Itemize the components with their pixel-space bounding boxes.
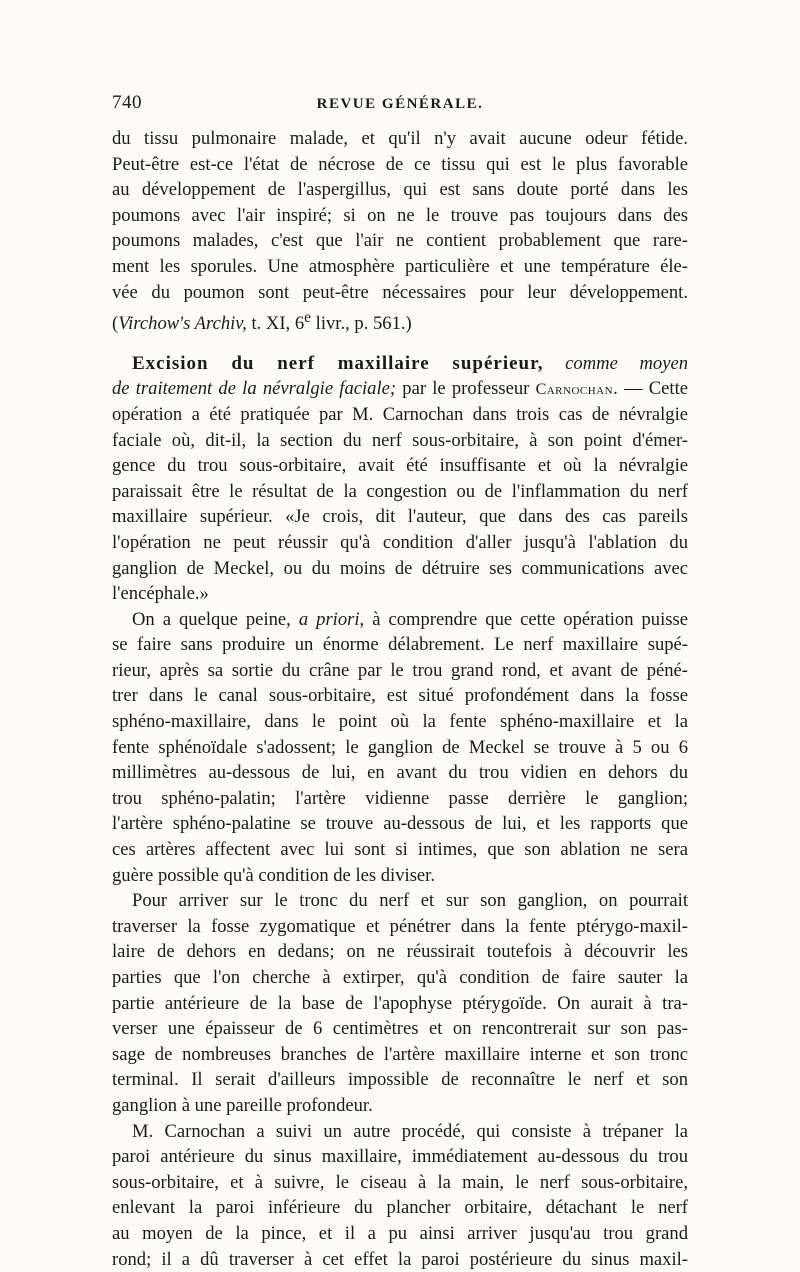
text-line: l'artère sphéno-palatine se trouve au-dessous de lui, et les rapports que bbox=[112, 813, 688, 835]
text-line: millimètres au-dessous de lui, en avant du trou vidien en dehors du bbox=[112, 762, 688, 784]
text-line: l'encéphale.» bbox=[112, 583, 209, 605]
paragraph-2 bbox=[112, 351, 688, 607]
heading-italic: comme moyen bbox=[543, 352, 688, 374]
section-heading: Excision du nerf maxillaire supérieur, bbox=[132, 352, 544, 374]
p3-tail: à comprendre que cette opération puisse bbox=[364, 608, 688, 630]
paragraph-4 bbox=[112, 888, 688, 1118]
text-line bbox=[112, 607, 688, 633]
text-line: faciale où, dit-il, la section du nerf sous-orbitaire, à son point d'émer- bbox=[112, 429, 688, 451]
text-line: ganglion à une pareille profondeur. bbox=[112, 1094, 373, 1116]
text-line: M. Carnochan a suivi un autre procédé, qui consiste à trépaner la bbox=[132, 1120, 688, 1142]
reference-line bbox=[112, 305, 688, 335]
section-heading-line bbox=[112, 351, 688, 377]
text-line: l'opération ne peut réussir qu'à condition d'aller jusqu'à l'ablation du bbox=[112, 531, 688, 553]
text-line: parties que l'on cherche à extirper, qu'à condition de faire sauter la bbox=[112, 967, 688, 988]
text-line: au moyen de la pince, et il a pu ainsi arriver jusqu'au trou grand bbox=[112, 1222, 688, 1244]
reference-volume: t. XI, 6 bbox=[246, 313, 305, 335]
text-line: opération a été pratiquée par M. Carnochan dans trois cas de névralgie bbox=[112, 403, 688, 425]
text-line: Pour arriver sur le tronc du nerf et sur son ganglion, on pourrait bbox=[132, 890, 688, 912]
text-line: sous-orbitaire, et à suivre, le ciseau à la main, le nerf sous-orbitaire, bbox=[112, 1171, 688, 1193]
text-line: poumons avec l'air inspiré; si on ne le trouve pas toujours dans des bbox=[112, 204, 688, 226]
text-line: fente sphénoïdale s'adossent; le ganglion de Meckel se trouve à 5 ou 6 bbox=[112, 736, 688, 758]
paragraph-1 bbox=[112, 126, 688, 335]
heading-continuation-line bbox=[112, 376, 688, 402]
text-line: Peut-être est-ce l'état de nécrose de ce tissu qui est le plus favorable bbox=[112, 153, 688, 175]
text-line: enlevant la paroi inférieure du plancher orbitaire, détachant le nerf bbox=[112, 1197, 688, 1219]
text-line: traverser la fosse zygomatique et pénétrer dans la fente ptérygo-maxil- bbox=[112, 915, 688, 937]
running-title: REVUE GÉNÉRALE. bbox=[316, 96, 484, 112]
heading-italic-cont: de traitement de la névralgie faciale; bbox=[112, 378, 397, 400]
paragraph-5 bbox=[112, 1119, 688, 1272]
author-name: Carnochan bbox=[535, 381, 614, 399]
text-line: se faire sans produire un énorme délabrement. Le nerf maxillaire supé- bbox=[112, 634, 688, 656]
page-body bbox=[112, 126, 688, 1272]
text-line: ces artères affectent avec lui sont si intimes, que son ablation ne sera bbox=[112, 839, 688, 861]
text-line: verser une épaisseur de 6 centimètres et on rencontrerait sur son pas- bbox=[112, 1018, 688, 1040]
heading-tail: . — Cette bbox=[613, 378, 688, 400]
paragraph-3 bbox=[112, 607, 688, 889]
text-line: rond; il a dû traverser à cet effet la paroi postérieure du sinus maxil- bbox=[112, 1248, 688, 1270]
text-line: au développement de l'aspergillus, qui est sans doute porté dans les bbox=[112, 179, 688, 201]
text-line: terminal. Il serait d'ailleurs impossible de reconnaître le nerf et son bbox=[112, 1069, 688, 1091]
text-line: maxillaire supérieur. «Je crois, dit l'auteur, que dans des cas pareils bbox=[112, 506, 688, 528]
text-line: poumons malades, c'est que l'air ne contient probablement que rare- bbox=[112, 230, 688, 252]
text-line: du tissu pulmonaire malade, et qu'il n'y avait aucune odeur fétide. bbox=[112, 128, 688, 149]
p3-lead: On a quelque peine, bbox=[132, 608, 299, 630]
text-line: vée du poumon sont peut-être nécessaires pour leur développement. bbox=[112, 281, 688, 303]
text-line: sage de nombreuses branches de l'artère maxillaire interne et son tronc bbox=[112, 1043, 688, 1065]
text-line: sphéno-maxillaire, dans le point où la fente sphéno-maxillaire et la bbox=[112, 711, 688, 733]
text-line: gence du trou sous-orbitaire, avait été insuffisante et où la névralgie bbox=[112, 455, 688, 477]
heading-normal: par le professeur bbox=[396, 378, 536, 400]
reference-sup: e bbox=[304, 309, 312, 327]
reference-tail: livr., p. 561.) bbox=[311, 313, 412, 335]
reference-source: Virchow's Archiv, bbox=[118, 313, 247, 335]
text-line: partie antérieure de la base de l'apophyse ptérygoïde. On aurait à tra- bbox=[112, 992, 688, 1014]
page-number: 740 bbox=[112, 92, 142, 113]
text-line: paraissait être le résultat de la congestion ou de l'inflammation du nerf bbox=[112, 480, 688, 502]
p3-italic: a priori, bbox=[298, 608, 365, 630]
text-line: ment les sporules. Une atmosphère particulière et une température éle- bbox=[112, 255, 688, 277]
text-line: ganglion de Meckel, ou du moins de détruire ses communications avec bbox=[112, 557, 688, 579]
text-line: trer dans le canal sous-orbitaire, est situé profondément dans la fosse bbox=[112, 685, 688, 707]
text-line: guère possible qu'à condition de les diviser. bbox=[112, 864, 435, 886]
reference-open: ( bbox=[112, 313, 119, 335]
text-line: paroi antérieure du sinus maxillaire, immédiatement au-dessous du trou bbox=[112, 1146, 688, 1168]
text-line: rieur, après sa sortie du crâne par le trou grand rond, et avant de péné- bbox=[112, 659, 688, 681]
text-line: trou sphéno-palatin; l'artère vidienne passe derrière le ganglion; bbox=[112, 787, 688, 809]
text-line: laire de dehors en dedans; on ne réussirait toutefois à découvrir les bbox=[112, 941, 688, 963]
